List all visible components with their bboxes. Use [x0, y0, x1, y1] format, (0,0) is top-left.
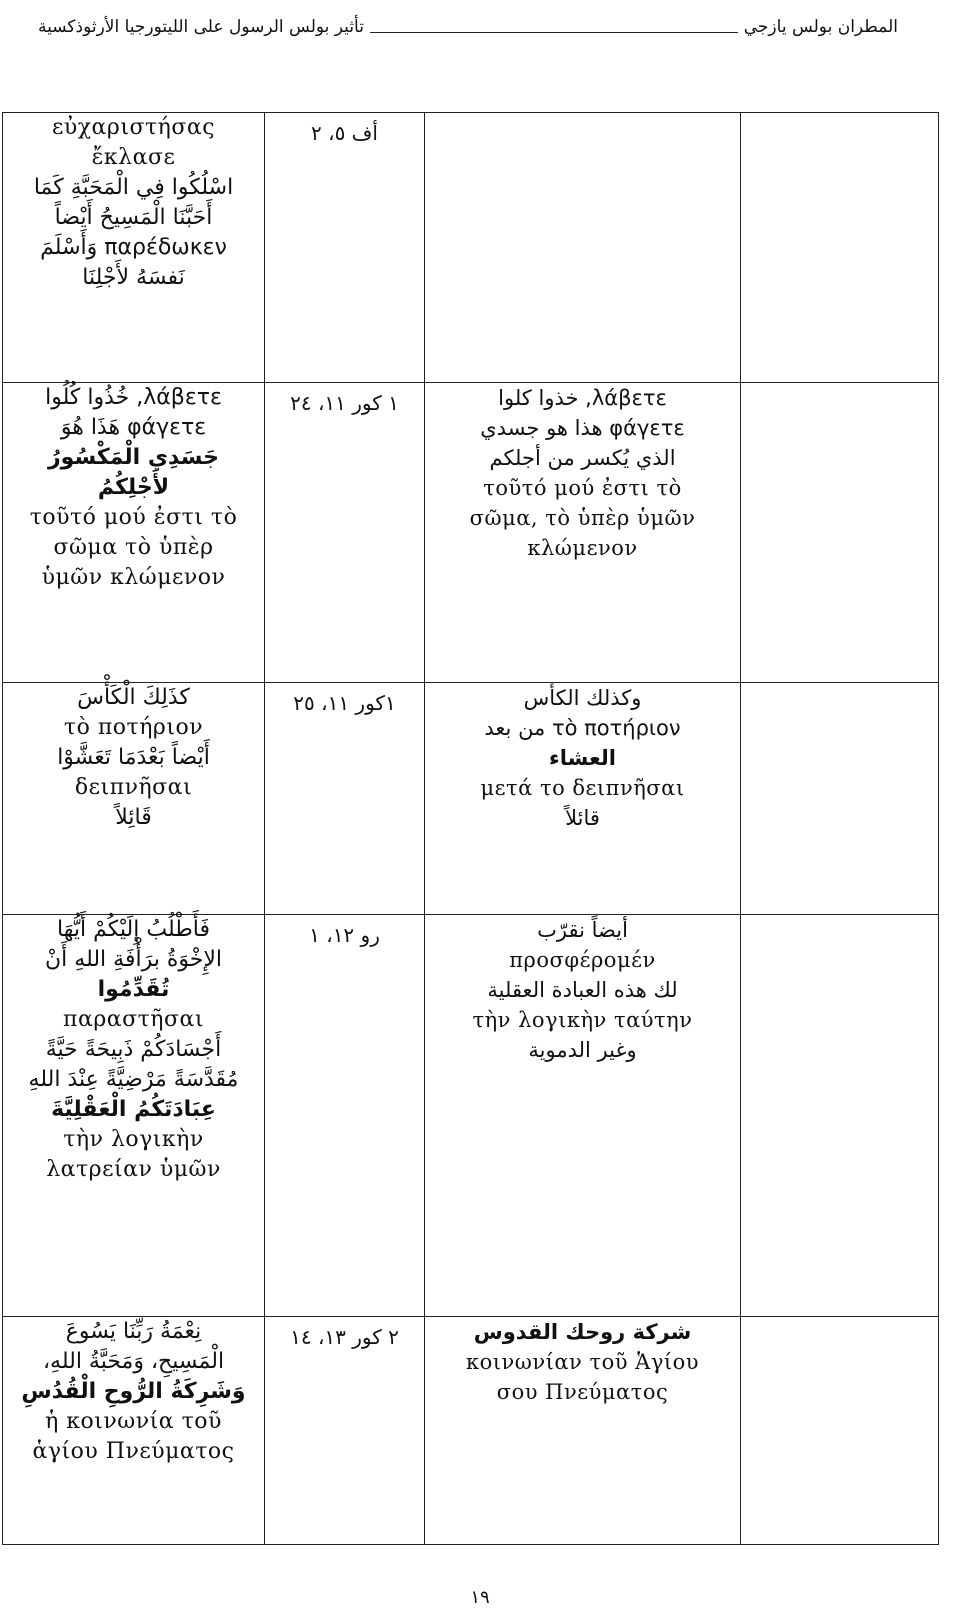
empty-cell [741, 383, 939, 683]
bible-cell [425, 113, 741, 383]
liturgy-line: أَحَبَّنَا الْمَسِيحُ أَيْضاً [54, 205, 213, 230]
bible-cell [425, 383, 741, 683]
liturgy-line: نِعْمَةُ رَبِّنَا يَسُوعَ [65, 1319, 202, 1344]
empty-cell [741, 1317, 939, 1545]
liturgy-line: كذَلِكَ الْكَأْسَ [77, 685, 190, 710]
bible-line: σῶμα, τὸ ὑπὲρ ὑμῶν [469, 506, 696, 530]
reference-cell [265, 915, 425, 1317]
bible-cell [425, 683, 741, 915]
bible-line: φάγετε هذا هو جسدي [480, 416, 685, 440]
liturgy-line: الإِخْوَةُ برَأْفَةِ اللهِ أَنْ [45, 947, 222, 972]
scripture-reference: ٢ كور ١٣، ١٤ [290, 1325, 399, 1349]
empty-cell [741, 113, 939, 383]
comparison-table [2, 112, 939, 1545]
liturgy-cell [3, 683, 265, 915]
bible-line: أيضاً نقرّب [537, 918, 628, 942]
liturgy-cell [3, 915, 265, 1317]
liturgy-line: عِبَادَتَكُمُ الْعَقْلِيَّةَ [51, 1097, 216, 1122]
liturgy-line: ἁγίου Πνεύματος [32, 1439, 235, 1464]
liturgy-line: أَجْسَادَكُمْ ذَبِيحَةً حَيَّةً [45, 1037, 222, 1062]
liturgy-line: جَسَدِي الْمَكْسُورُ [48, 445, 219, 470]
table-row [3, 113, 939, 383]
bible-line: الذي يُكسر من أجلكم [489, 446, 676, 470]
liturgy-line: ἡ κοινωνία τοῦ [45, 1409, 222, 1434]
liturgy-line: ἔκλασε [91, 145, 176, 170]
empty-cell [741, 683, 939, 915]
liturgy-line: λατρείαν ὑμῶν [46, 1157, 221, 1182]
bible-line: قائلاً [565, 806, 600, 830]
header-rule [370, 32, 738, 33]
liturgy-line: لأَجْلِكُمُ [97, 475, 170, 500]
liturgy-line: τὴν λογικὴν [63, 1127, 204, 1152]
liturgy-line: δειπνῆσαι [74, 775, 193, 800]
empty-cell [741, 915, 939, 1317]
liturgy-line: εὐχαριστήσας [51, 115, 216, 140]
bible-line: شركة روحك القدوس [473, 1320, 692, 1344]
bible-line: لك هذه العبادة العقلية [487, 978, 678, 1002]
table-row [3, 683, 939, 915]
liturgy-line: فَأَطْلُبُ إِلَيْكُمْ أَيُّهَا [57, 917, 210, 942]
liturgy-cell [3, 1317, 265, 1545]
reference-cell [265, 383, 425, 683]
scripture-reference: ١ كور ١١، ٢٤ [290, 391, 399, 415]
liturgy-line: σῶμα τὸ ὑπὲρ [53, 535, 214, 560]
liturgy-line: وَشَرِكَةُ الرُّوحِ الْقُدُسِ [21, 1379, 246, 1404]
liturgy-line: ὑμῶν κλώμενον [41, 565, 226, 590]
liturgy-line: نَفسَهُ لأَجْلِنَا [82, 265, 185, 290]
scripture-reference: أف ٥، ٢ [311, 121, 378, 145]
bible-cell [425, 1317, 741, 1545]
liturgy-line: λάβετε, خُذُوا كُلُوا [45, 385, 222, 410]
bible-line: σου Πνεύματος [496, 1380, 669, 1404]
bible-line: κοινωνίαν τοῦ Ἁγίου [465, 1350, 700, 1374]
bible-cell [425, 915, 741, 1317]
scripture-reference: ١كور ١١، ٢٥ [293, 691, 396, 715]
table-row [3, 915, 939, 1317]
liturgy-cell [3, 113, 265, 383]
bible-line: τὸ ποτήριον من بعد [484, 716, 681, 740]
liturgy-line: تُقَدِّمُوا [97, 977, 170, 1002]
bible-line: τὴν λογικὴν ταύτην [472, 1008, 693, 1032]
bible-line: προσφέρομέν [509, 948, 656, 972]
liturgy-line: قَائِلاً [115, 805, 152, 830]
table-row [3, 383, 939, 683]
liturgy-line: مُقَدَّسَةً مَرْضِيَّةً عِنْدَ اللهِ [28, 1067, 239, 1092]
liturgy-line: παρέδωκεν وَأَسْلَمَ [40, 235, 227, 260]
bible-line: وكذلك الكأس [523, 686, 642, 710]
table-row [3, 1317, 939, 1545]
liturgy-cell [3, 383, 265, 683]
header-author: المطران بولس يازجي [743, 17, 898, 37]
bible-line: وغير الدموية [528, 1038, 637, 1062]
scripture-reference: رو ١٢، ١ [309, 923, 380, 947]
page-header [38, 0, 898, 36]
reference-cell [265, 683, 425, 915]
reference-cell [265, 113, 425, 383]
bible-line: λάβετε, خذوا كلوا [498, 386, 667, 410]
liturgy-line: الْمَسِيحِ، وَمَحَبَّةُ اللهِ، [42, 1349, 225, 1374]
bible-line: κλώμενον [527, 536, 638, 560]
liturgy-line: اسْلُكُوا فِي الْمَحَبَّةِ كَمَا [33, 175, 234, 200]
liturgy-line: أَيْضاً بَعْدَمَا تَعَشَّوْا [57, 745, 210, 770]
liturgy-line: τοῦτό μού ἐστι τὸ [29, 505, 238, 530]
bible-line: τοῦτό μού ἐστι τὸ [483, 476, 682, 500]
header-title: تأثير بولس الرسول على الليتورجيا الأرثوذكسية [38, 17, 364, 37]
liturgy-line: τὸ ποτήριον [63, 715, 204, 740]
bible-line: العشاء [549, 746, 616, 770]
liturgy-line: παραστῆσαι [63, 1007, 204, 1032]
liturgy-line: φάγετε هَذَا هُوَ [60, 415, 207, 440]
reference-cell [265, 1317, 425, 1545]
page-number: ١٩ [470, 1587, 490, 1608]
bible-line: μετά το δειπνῆσαι [480, 776, 685, 800]
